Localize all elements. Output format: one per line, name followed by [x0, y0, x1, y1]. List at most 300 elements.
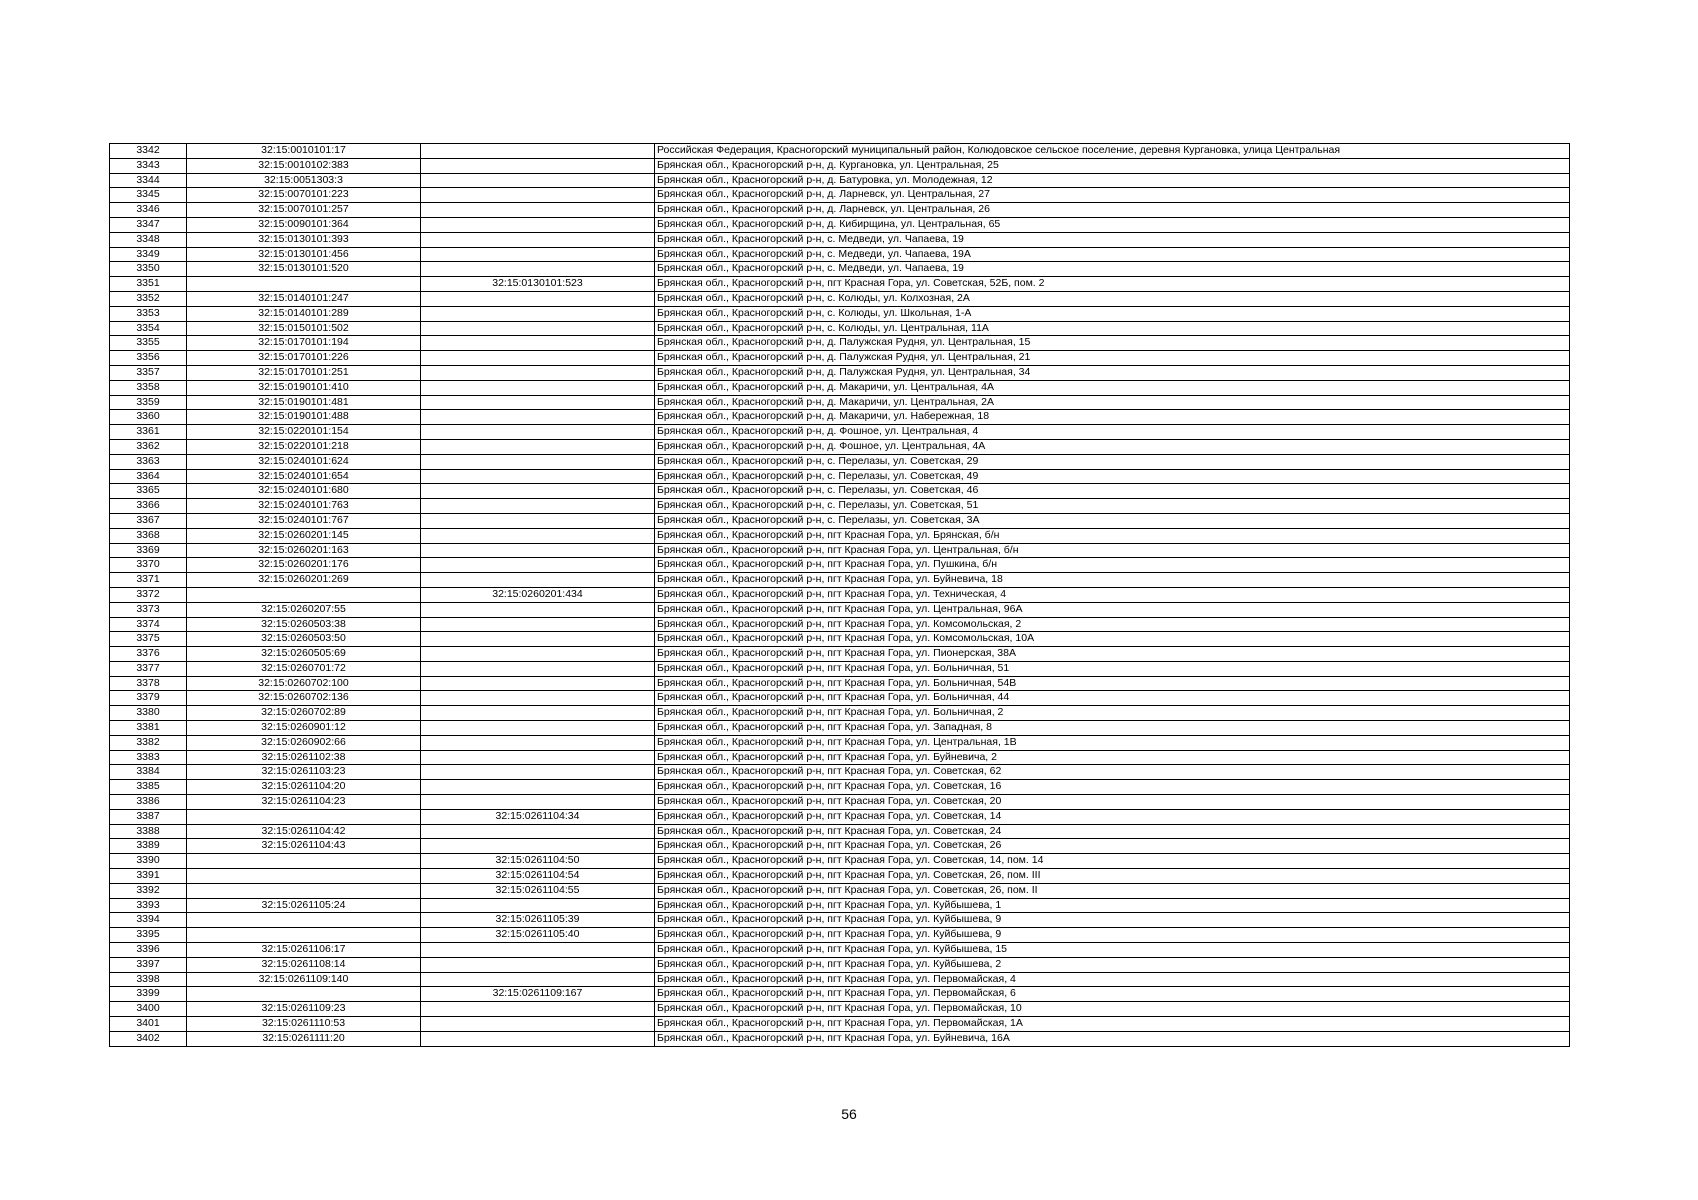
table-row — [110, 854, 1570, 869]
row-number-cell: 3342 — [110, 144, 187, 159]
address-cell: Брянская обл., Красногорский р-н, пгт Красная Гора, ул. Советская, 62 — [655, 765, 1570, 780]
cadastral-number-cell: 32:15:0260902:66 — [187, 735, 421, 750]
cadastral-number-cell: 32:15:0130101:393 — [187, 232, 421, 247]
address-cell: Брянская обл., Красногорский р-н, пгт Красная Гора, ул. Пионерская, 38А — [655, 647, 1570, 662]
address-cell: Брянская обл., Красногорский р-н, пгт Красная Гора, ул. Советская, 20 — [655, 795, 1570, 810]
address-cell: Брянская обл., Красногорский р-н, пгт Красная Гора, ул. Техническая, 4 — [655, 587, 1570, 602]
premises-cadastral-number-cell — [421, 454, 655, 469]
table-row — [110, 291, 1570, 306]
address-cell: Брянская обл., Красногорский р-н, пгт Красная Гора, ул. Куйбышева, 9 — [655, 913, 1570, 928]
cadastral-number-cell: 32:15:0260503:38 — [187, 617, 421, 632]
address-cell: Брянская обл., Красногорский р-н, пгт Красная Гора, ул. Советская, 26 — [655, 839, 1570, 854]
address-cell: Брянская обл., Красногорский р-н, пгт Красная Гора, ул. Куйбышева, 2 — [655, 957, 1570, 972]
premises-cadastral-number-cell — [421, 972, 655, 987]
row-number-cell: 3364 — [110, 469, 187, 484]
row-number-cell: 3367 — [110, 513, 187, 528]
row-number-cell: 3378 — [110, 676, 187, 691]
register-table-body — [110, 144, 1570, 1047]
row-number-cell: 3348 — [110, 232, 187, 247]
table-row — [110, 1002, 1570, 1017]
table-row — [110, 277, 1570, 292]
cadastral-number-cell — [187, 854, 421, 869]
row-number-cell: 3394 — [110, 913, 187, 928]
cadastral-number-cell: 32:15:0260503:50 — [187, 632, 421, 647]
address-cell: Брянская обл., Красногорский р-н, с. Перелазы, ул. Советская, 29 — [655, 454, 1570, 469]
premises-cadastral-number-cell — [421, 484, 655, 499]
row-number-cell: 3344 — [110, 173, 187, 188]
property-register-table — [109, 143, 1570, 1047]
cadastral-number-cell: 32:15:0260702:89 — [187, 706, 421, 721]
premises-cadastral-number-cell — [421, 721, 655, 736]
cadastral-number-cell: 32:15:0260702:100 — [187, 676, 421, 691]
table-row — [110, 439, 1570, 454]
premises-cadastral-number-cell — [421, 573, 655, 588]
row-number-cell: 3370 — [110, 558, 187, 573]
address-cell: Брянская обл., Красногорский р-н, пгт Красная Гора, ул. Буйневича, 2 — [655, 750, 1570, 765]
row-number-cell: 3345 — [110, 188, 187, 203]
row-number-cell: 3368 — [110, 528, 187, 543]
table-row — [110, 217, 1570, 232]
premises-cadastral-number-cell: 32:15:0260201:434 — [421, 587, 655, 602]
cadastral-number-cell: 32:15:0190101:410 — [187, 380, 421, 395]
address-cell: Брянская обл., Красногорский р-н, д. Палужская Рудня, ул. Центральная, 21 — [655, 351, 1570, 366]
table-row — [110, 558, 1570, 573]
cadastral-number-cell: 32:15:0261104:20 — [187, 780, 421, 795]
cadastral-number-cell: 32:15:0170101:194 — [187, 336, 421, 351]
table-row — [110, 957, 1570, 972]
premises-cadastral-number-cell — [421, 395, 655, 410]
cadastral-number-cell: 32:15:0261104:23 — [187, 795, 421, 810]
row-number-cell: 3346 — [110, 203, 187, 218]
table-row — [110, 809, 1570, 824]
cadastral-number-cell — [187, 869, 421, 884]
premises-cadastral-number-cell — [421, 232, 655, 247]
cadastral-number-cell: 32:15:0261104:42 — [187, 824, 421, 839]
premises-cadastral-number-cell — [421, 262, 655, 277]
address-cell: Брянская обл., Красногорский р-н, д. Ларневск, ул. Центральная, 26 — [655, 203, 1570, 218]
address-cell: Брянская обл., Красногорский р-н, пгт Красная Гора, ул. Буйневича, 16А — [655, 1031, 1570, 1046]
address-cell: Брянская обл., Красногорский р-н, пгт Красная Гора, ул. Комсомольская, 2 — [655, 617, 1570, 632]
address-cell: Брянская обл., Красногорский р-н, с. Медведи, ул. Чапаева, 19А — [655, 247, 1570, 262]
premises-cadastral-number-cell — [421, 839, 655, 854]
premises-cadastral-number-cell — [421, 291, 655, 306]
row-number-cell: 3397 — [110, 957, 187, 972]
cadastral-number-cell: 32:15:0261109:140 — [187, 972, 421, 987]
cadastral-number-cell: 32:15:0140101:289 — [187, 306, 421, 321]
cadastral-number-cell: 32:15:0261103:23 — [187, 765, 421, 780]
premises-cadastral-number-cell — [421, 617, 655, 632]
table-row — [110, 543, 1570, 558]
table-row — [110, 647, 1570, 662]
cadastral-number-cell: 32:15:0260201:269 — [187, 573, 421, 588]
cadastral-number-cell: 32:15:0260701:72 — [187, 661, 421, 676]
cadastral-number-cell: 32:15:0240101:624 — [187, 454, 421, 469]
premises-cadastral-number-cell — [421, 795, 655, 810]
cadastral-number-cell: 32:15:0260201:163 — [187, 543, 421, 558]
row-number-cell: 3396 — [110, 943, 187, 958]
premises-cadastral-number-cell: 32:15:0261105:39 — [421, 913, 655, 928]
table-row — [110, 721, 1570, 736]
table-row — [110, 706, 1570, 721]
table-row — [110, 173, 1570, 188]
address-cell: Брянская обл., Красногорский р-н, с. Перелазы, ул. Советская, 46 — [655, 484, 1570, 499]
table-row — [110, 513, 1570, 528]
address-cell: Брянская обл., Красногорский р-н, пгт Красная Гора, ул. Центральная, 1В — [655, 735, 1570, 750]
premises-cadastral-number-cell — [421, 203, 655, 218]
row-number-cell: 3384 — [110, 765, 187, 780]
address-cell: Брянская обл., Красногорский р-н, пгт Красная Гора, ул. Советская, 24 — [655, 824, 1570, 839]
address-cell: Брянская обл., Красногорский р-н, пгт Красная Гора, ул. Советская, 14, пом. 14 — [655, 854, 1570, 869]
row-number-cell: 3395 — [110, 928, 187, 943]
table-row — [110, 203, 1570, 218]
premises-cadastral-number-cell — [421, 1031, 655, 1046]
row-number-cell: 3373 — [110, 602, 187, 617]
row-number-cell: 3386 — [110, 795, 187, 810]
premises-cadastral-number-cell — [421, 943, 655, 958]
row-number-cell: 3392 — [110, 883, 187, 898]
address-cell: Брянская обл., Красногорский р-н, д. Макаричи, ул. Центральная, 2А — [655, 395, 1570, 410]
address-cell: Брянская обл., Красногорский р-н, с. Медведи, ул. Чапаева, 19 — [655, 262, 1570, 277]
row-number-cell: 3359 — [110, 395, 187, 410]
address-cell: Брянская обл., Красногорский р-н, пгт Красная Гора, ул. Буйневича, 18 — [655, 573, 1570, 588]
table-row — [110, 469, 1570, 484]
table-row — [110, 1017, 1570, 1032]
row-number-cell: 3389 — [110, 839, 187, 854]
address-cell: Брянская обл., Красногорский р-н, д. Фошное, ул. Центральная, 4 — [655, 425, 1570, 440]
row-number-cell: 3374 — [110, 617, 187, 632]
address-cell: Брянская обл., Красногорский р-н, пгт Красная Гора, ул. Советская, 14 — [655, 809, 1570, 824]
cadastral-number-cell: 32:15:0261106:17 — [187, 943, 421, 958]
row-number-cell: 3354 — [110, 321, 187, 336]
row-number-cell: 3375 — [110, 632, 187, 647]
cadastral-number-cell: 32:15:0140101:247 — [187, 291, 421, 306]
address-cell: Брянская обл., Красногорский р-н, пгт Красная Гора, ул. Советская, 16 — [655, 780, 1570, 795]
address-cell: Брянская обл., Красногорский р-н, пгт Красная Гора, ул. Больничная, 54В — [655, 676, 1570, 691]
cadastral-number-cell — [187, 987, 421, 1002]
address-cell: Брянская обл., Красногорский р-н, с. Колюды, ул. Школьная, 1-А — [655, 306, 1570, 321]
cadastral-number-cell — [187, 277, 421, 292]
premises-cadastral-number-cell — [421, 824, 655, 839]
table-row — [110, 795, 1570, 810]
table-row — [110, 839, 1570, 854]
premises-cadastral-number-cell — [421, 365, 655, 380]
row-number-cell: 3399 — [110, 987, 187, 1002]
address-cell: Брянская обл., Красногорский р-н, с. Колюды, ул. Центральная, 11А — [655, 321, 1570, 336]
row-number-cell: 3381 — [110, 721, 187, 736]
premises-cadastral-number-cell — [421, 957, 655, 972]
row-number-cell: 3393 — [110, 898, 187, 913]
address-cell: Брянская обл., Красногорский р-н, пгт Красная Гора, ул. Больничная, 2 — [655, 706, 1570, 721]
premises-cadastral-number-cell — [421, 380, 655, 395]
cadastral-number-cell: 32:15:0261102:38 — [187, 750, 421, 765]
premises-cadastral-number-cell — [421, 217, 655, 232]
cadastral-number-cell — [187, 587, 421, 602]
address-cell: Брянская обл., Красногорский р-н, пгт Красная Гора, ул. Брянская, б/н — [655, 528, 1570, 543]
premises-cadastral-number-cell — [421, 188, 655, 203]
table-row — [110, 351, 1570, 366]
row-number-cell: 3343 — [110, 158, 187, 173]
cadastral-number-cell: 32:15:0190101:488 — [187, 410, 421, 425]
premises-cadastral-number-cell — [421, 321, 655, 336]
row-number-cell: 3351 — [110, 277, 187, 292]
premises-cadastral-number-cell — [421, 676, 655, 691]
cadastral-number-cell: 32:15:0261111:20 — [187, 1031, 421, 1046]
cadastral-number-cell: 32:15:0170101:226 — [187, 351, 421, 366]
cadastral-number-cell: 32:15:0051303:3 — [187, 173, 421, 188]
premises-cadastral-number-cell — [421, 528, 655, 543]
premises-cadastral-number-cell — [421, 558, 655, 573]
cadastral-number-cell: 32:15:0010101:17 — [187, 144, 421, 159]
address-cell: Брянская обл., Красногорский р-н, д. Палужская Рудня, ул. Центральная, 34 — [655, 365, 1570, 380]
table-row — [110, 410, 1570, 425]
row-number-cell: 3366 — [110, 499, 187, 514]
table-row — [110, 262, 1570, 277]
row-number-cell: 3379 — [110, 691, 187, 706]
row-number-cell: 3382 — [110, 735, 187, 750]
table-row — [110, 484, 1570, 499]
table-row — [110, 380, 1570, 395]
premises-cadastral-number-cell — [421, 513, 655, 528]
cadastral-number-cell: 32:15:0260201:176 — [187, 558, 421, 573]
address-cell: Брянская обл., Красногорский р-н, пгт Красная Гора, ул. Больничная, 44 — [655, 691, 1570, 706]
address-cell: Брянская обл., Красногорский р-н, пгт Красная Гора, ул. Советская, 26, пом. III — [655, 869, 1570, 884]
premises-cadastral-number-cell — [421, 706, 655, 721]
row-number-cell: 3362 — [110, 439, 187, 454]
cadastral-number-cell: 32:15:0260201:145 — [187, 528, 421, 543]
cadastral-number-cell: 32:15:0150101:502 — [187, 321, 421, 336]
row-number-cell: 3356 — [110, 351, 187, 366]
row-number-cell: 3377 — [110, 661, 187, 676]
table-row — [110, 780, 1570, 795]
table-row — [110, 913, 1570, 928]
row-number-cell: 3352 — [110, 291, 187, 306]
premises-cadastral-number-cell — [421, 306, 655, 321]
premises-cadastral-number-cell — [421, 351, 655, 366]
premises-cadastral-number-cell: 32:15:0130101:523 — [421, 277, 655, 292]
cadastral-number-cell: 32:15:0261108:14 — [187, 957, 421, 972]
premises-cadastral-number-cell — [421, 439, 655, 454]
cadastral-number-cell: 32:15:0261110:53 — [187, 1017, 421, 1032]
cadastral-number-cell: 32:15:0220101:218 — [187, 439, 421, 454]
row-number-cell: 3357 — [110, 365, 187, 380]
row-number-cell: 3369 — [110, 543, 187, 558]
address-cell: Российская Федерация, Красногорский муниципальный район, Колюдовское сельское поселение, деревня Кургановка, улица Центральная — [655, 144, 1570, 159]
cadastral-number-cell: 32:15:0170101:251 — [187, 365, 421, 380]
address-cell: Брянская обл., Красногорский р-н, д. Кургановка, ул. Центральная, 25 — [655, 158, 1570, 173]
cadastral-number-cell — [187, 928, 421, 943]
address-cell: Брянская обл., Красногорский р-н, с. Перелазы, ул. Советская, 3А — [655, 513, 1570, 528]
row-number-cell: 3358 — [110, 380, 187, 395]
cadastral-number-cell: 32:15:0010102:383 — [187, 158, 421, 173]
row-number-cell: 3350 — [110, 262, 187, 277]
table-row — [110, 232, 1570, 247]
address-cell: Брянская обл., Красногорский р-н, д. Ларневск, ул. Центральная, 27 — [655, 188, 1570, 203]
cadastral-number-cell: 32:15:0260901:12 — [187, 721, 421, 736]
row-number-cell: 3371 — [110, 573, 187, 588]
table-row — [110, 587, 1570, 602]
table-row — [110, 602, 1570, 617]
table-row — [110, 928, 1570, 943]
address-cell: Брянская обл., Красногорский р-н, пгт Красная Гора, ул. Куйбышева, 1 — [655, 898, 1570, 913]
address-cell: Брянская обл., Красногорский р-н, пгт Красная Гора, ул. Советская, 52Б, пом. 2 — [655, 277, 1570, 292]
row-number-cell: 3355 — [110, 336, 187, 351]
table-row — [110, 972, 1570, 987]
premises-cadastral-number-cell — [421, 632, 655, 647]
address-cell: Брянская обл., Красногорский р-н, пгт Красная Гора, ул. Советская, 26, пом. II — [655, 883, 1570, 898]
premises-cadastral-number-cell: 32:15:0261104:55 — [421, 883, 655, 898]
table-row — [110, 765, 1570, 780]
address-cell: Брянская обл., Красногорский р-н, пгт Красная Гора, ул. Центральная, б/н — [655, 543, 1570, 558]
table-row — [110, 395, 1570, 410]
cadastral-number-cell: 32:15:0240101:763 — [187, 499, 421, 514]
table-row — [110, 336, 1570, 351]
premises-cadastral-number-cell — [421, 647, 655, 662]
row-number-cell: 3376 — [110, 647, 187, 662]
table-row — [110, 898, 1570, 913]
address-cell: Брянская обл., Красногорский р-н, с. Перелазы, ул. Советская, 51 — [655, 499, 1570, 514]
address-cell: Брянская обл., Красногорский р-н, с. Медведи, ул. Чапаева, 19 — [655, 232, 1570, 247]
row-number-cell: 3349 — [110, 247, 187, 262]
cadastral-number-cell — [187, 809, 421, 824]
premises-cadastral-number-cell — [421, 898, 655, 913]
premises-cadastral-number-cell — [421, 499, 655, 514]
premises-cadastral-number-cell: 32:15:0261104:54 — [421, 869, 655, 884]
cadastral-number-cell: 32:15:0070101:223 — [187, 188, 421, 203]
cadastral-number-cell: 32:15:0260702:136 — [187, 691, 421, 706]
address-cell: Брянская обл., Красногорский р-н, д. Батуровка, ул. Молодежная, 12 — [655, 173, 1570, 188]
premises-cadastral-number-cell — [421, 691, 655, 706]
cadastral-number-cell — [187, 913, 421, 928]
premises-cadastral-number-cell — [421, 158, 655, 173]
table-row — [110, 617, 1570, 632]
premises-cadastral-number-cell — [421, 173, 655, 188]
page-number: 56 — [841, 1106, 857, 1122]
premises-cadastral-number-cell — [421, 1017, 655, 1032]
row-number-cell: 3391 — [110, 869, 187, 884]
cadastral-number-cell: 32:15:0261109:23 — [187, 1002, 421, 1017]
cadastral-number-cell: 32:15:0261104:43 — [187, 839, 421, 854]
cadastral-number-cell: 32:15:0261105:24 — [187, 898, 421, 913]
table-row — [110, 661, 1570, 676]
cadastral-number-cell: 32:15:0130101:456 — [187, 247, 421, 262]
cadastral-number-cell: 32:15:0190101:481 — [187, 395, 421, 410]
address-cell: Брянская обл., Красногорский р-н, д. Макаричи, ул. Центральная, 4А — [655, 380, 1570, 395]
address-cell: Брянская обл., Красногорский р-н, д. Фошное, ул. Центральная, 4А — [655, 439, 1570, 454]
row-number-cell: 3383 — [110, 750, 187, 765]
row-number-cell: 3365 — [110, 484, 187, 499]
table-row — [110, 454, 1570, 469]
table-row — [110, 632, 1570, 647]
cadastral-number-cell: 32:15:0130101:520 — [187, 262, 421, 277]
table-row — [110, 188, 1570, 203]
row-number-cell: 3372 — [110, 587, 187, 602]
row-number-cell: 3398 — [110, 972, 187, 987]
cadastral-number-cell: 32:15:0090101:364 — [187, 217, 421, 232]
premises-cadastral-number-cell — [421, 661, 655, 676]
premises-cadastral-number-cell — [421, 765, 655, 780]
premises-cadastral-number-cell: 32:15:0261105:40 — [421, 928, 655, 943]
cadastral-number-cell: 32:15:0240101:680 — [187, 484, 421, 499]
row-number-cell: 3390 — [110, 854, 187, 869]
premises-cadastral-number-cell: 32:15:0261104:34 — [421, 809, 655, 824]
table-row — [110, 365, 1570, 380]
address-cell: Брянская обл., Красногорский р-н, пгт Красная Гора, ул. Западная, 8 — [655, 721, 1570, 736]
address-cell: Брянская обл., Красногорский р-н, пгт Красная Гора, ул. Куйбышева, 9 — [655, 928, 1570, 943]
row-number-cell: 3361 — [110, 425, 187, 440]
address-cell: Брянская обл., Красногорский р-н, пгт Красная Гора, ул. Больничная, 51 — [655, 661, 1570, 676]
premises-cadastral-number-cell: 32:15:0261104:50 — [421, 854, 655, 869]
row-number-cell: 3363 — [110, 454, 187, 469]
address-cell: Брянская обл., Красногорский р-н, пгт Красная Гора, ул. Комсомольская, 10А — [655, 632, 1570, 647]
row-number-cell: 3385 — [110, 780, 187, 795]
row-number-cell: 3353 — [110, 306, 187, 321]
address-cell: Брянская обл., Красногорский р-н, д. Макаричи, ул. Набережная, 18 — [655, 410, 1570, 425]
address-cell: Брянская обл., Красногорский р-н, пгт Красная Гора, ул. Первомайская, 4 — [655, 972, 1570, 987]
row-number-cell: 3402 — [110, 1031, 187, 1046]
premises-cadastral-number-cell — [421, 1002, 655, 1017]
table-row — [110, 321, 1570, 336]
table-row — [110, 824, 1570, 839]
cadastral-number-cell: 32:15:0240101:654 — [187, 469, 421, 484]
premises-cadastral-number-cell — [421, 410, 655, 425]
address-cell: Брянская обл., Красногорский р-н, пгт Красная Гора, ул. Первомайская, 1А — [655, 1017, 1570, 1032]
cadastral-number-cell: 32:15:0070101:257 — [187, 203, 421, 218]
cadastral-number-cell — [187, 883, 421, 898]
address-cell: Брянская обл., Красногорский р-н, с. Перелазы, ул. Советская, 49 — [655, 469, 1570, 484]
table-row — [110, 499, 1570, 514]
premises-cadastral-number-cell — [421, 750, 655, 765]
premises-cadastral-number-cell — [421, 602, 655, 617]
row-number-cell: 3388 — [110, 824, 187, 839]
premises-cadastral-number-cell — [421, 735, 655, 750]
premises-cadastral-number-cell — [421, 144, 655, 159]
premises-cadastral-number-cell — [421, 469, 655, 484]
address-cell: Брянская обл., Красногорский р-н, пгт Красная Гора, ул. Первомайская, 6 — [655, 987, 1570, 1002]
row-number-cell: 3400 — [110, 1002, 187, 1017]
premises-cadastral-number-cell — [421, 247, 655, 262]
table-row — [110, 987, 1570, 1002]
table-row — [110, 425, 1570, 440]
cadastral-number-cell: 32:15:0260505:69 — [187, 647, 421, 662]
address-cell: Брянская обл., Красногорский р-н, пгт Красная Гора, ул. Первомайская, 10 — [655, 1002, 1570, 1017]
premises-cadastral-number-cell — [421, 543, 655, 558]
premises-cadastral-number-cell — [421, 780, 655, 795]
address-cell: Брянская обл., Красногорский р-н, пгт Красная Гора, ул. Центральная, 96А — [655, 602, 1570, 617]
table-row — [110, 750, 1570, 765]
table-row — [110, 735, 1570, 750]
table-row — [110, 247, 1570, 262]
row-number-cell: 3401 — [110, 1017, 187, 1032]
address-cell: Брянская обл., Красногорский р-н, пгт Красная Гора, ул. Пушкина, б/н — [655, 558, 1570, 573]
table-row — [110, 676, 1570, 691]
table-row — [110, 158, 1570, 173]
address-cell: Брянская обл., Красногорский р-н, пгт Красная Гора, ул. Куйбышева, 15 — [655, 943, 1570, 958]
cadastral-number-cell: 32:15:0240101:767 — [187, 513, 421, 528]
table-row — [110, 528, 1570, 543]
address-cell: Брянская обл., Красногорский р-н, с. Колюды, ул. Колхозная, 2А — [655, 291, 1570, 306]
row-number-cell: 3347 — [110, 217, 187, 232]
table-row — [110, 883, 1570, 898]
table-row — [110, 691, 1570, 706]
table-row — [110, 144, 1570, 159]
table-row — [110, 943, 1570, 958]
table-row — [110, 1031, 1570, 1046]
table-row — [110, 869, 1570, 884]
address-cell: Брянская обл., Красногорский р-н, д. Кибирщина, ул. Центральная, 65 — [655, 217, 1570, 232]
premises-cadastral-number-cell — [421, 336, 655, 351]
address-cell: Брянская обл., Красногорский р-н, д. Палужская Рудня, ул. Центральная, 15 — [655, 336, 1570, 351]
table-row — [110, 306, 1570, 321]
